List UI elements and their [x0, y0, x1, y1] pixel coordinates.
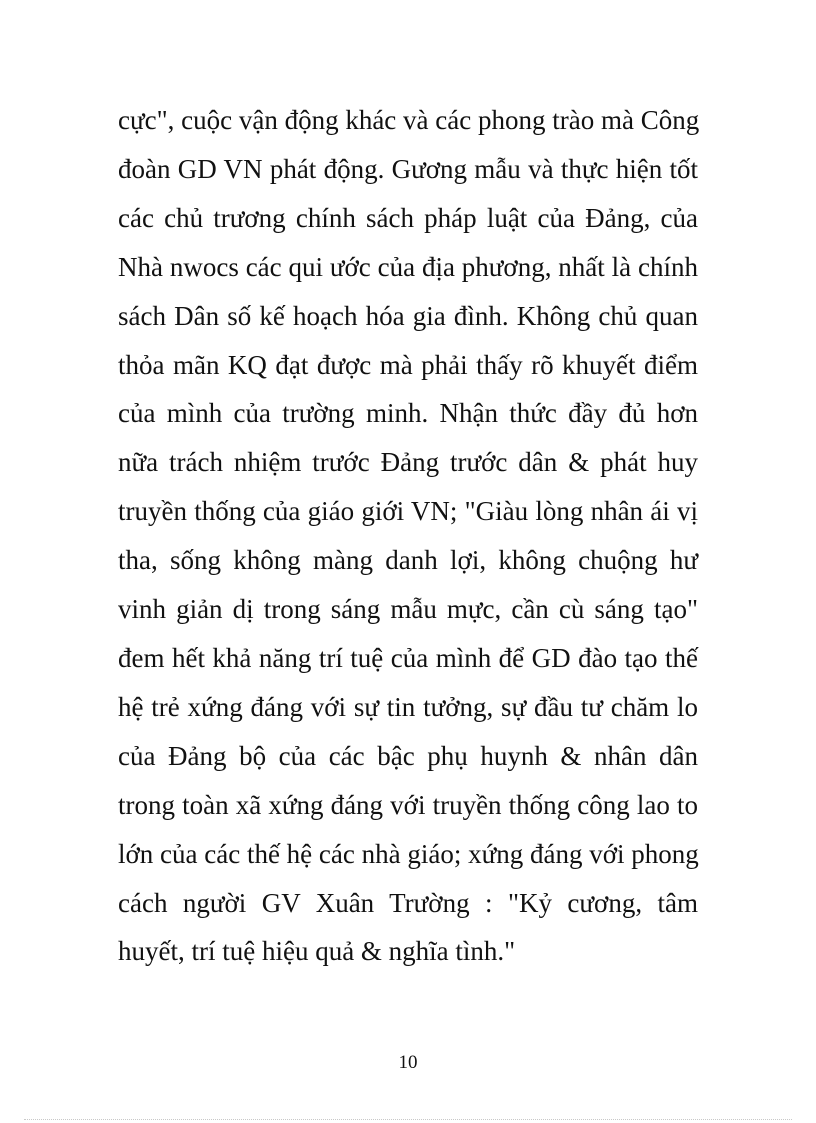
text-line: trong toàn xã xứng đáng với truyền thống công lao to: [118, 789, 698, 820]
text-line: truyền thống của giáo giới VN; "Giàu lòng nhân ái vị: [118, 496, 698, 527]
text-line: đoàn GD VN phát động. Gương mẫu và thực hiện tốt: [118, 153, 698, 184]
text-line: của Đảng bộ của các bậc phụ huynh & nhân dân: [118, 740, 698, 771]
text-line: cách người GV Xuân Trường : "Kỷ cương, tâm: [118, 887, 698, 918]
text-line: vinh giản dị trong sáng mẫu mực, cần cù sáng tạo": [118, 594, 698, 625]
text-line: cực", cuộc vận động khác và các phong trào mà Công: [118, 105, 700, 135]
text-line: lớn của các thế hệ các nhà giáo; xứng đáng với phong: [118, 838, 699, 869]
text-line: đem hết khả năng trí tuệ của mình để GD đào tạo thế: [118, 642, 698, 673]
text-line: nữa trách nhiệm trước Đảng trước dân & phát huy: [118, 447, 698, 478]
text-line: sách Dân số kế hoạch hóa gia đình. Không chủ quan: [118, 300, 698, 331]
text-line: của mình của trường minh. Nhận thức đầy đủ hơn: [118, 398, 698, 429]
page-bottom-divider: [24, 1119, 792, 1120]
text-line: tha, sống không màng danh lợi, không chuộng hư: [118, 545, 698, 576]
text-line: thỏa mãn KQ đạt được mà phải thấy rõ khuyết điểm: [118, 349, 698, 380]
text-line: Nhà nwocs các qui ước của địa phương, nhất là chính: [118, 251, 698, 282]
text-line: hệ trẻ xứng đáng với sự tin tưởng, sự đầu tư chăm lo: [118, 691, 698, 722]
text-line: huyết, trí tuệ hiệu quả & nghĩa tình.": [118, 936, 516, 967]
text-line: các chủ trương chính sách pháp luật của Đảng, của: [118, 202, 698, 233]
body-text: [118, 96, 698, 976]
page-number: 10: [398, 1052, 418, 1073]
